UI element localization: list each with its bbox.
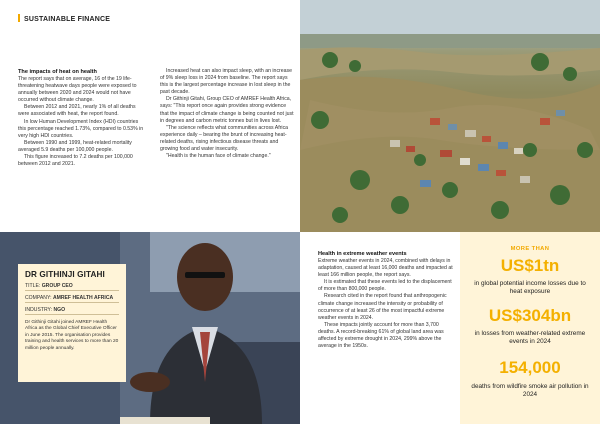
paragraph: In low Human Development Index (HDI) countries this percentage reached 1.73%, compared to 0.53% in very high HDI countries.	[18, 118, 144, 139]
stat-2-caption: in losses from weather-related extreme events in 2024	[474, 330, 586, 345]
paragraph: Extreme weather events in 2024, combined with delays in adaptation, caused at least 16,000 deaths and impacted at least 166 million people, the report says.	[318, 258, 453, 279]
stat-3-caption: deaths from wildfire smoke air pollution in 2024	[471, 383, 589, 398]
stat-1-caption: in global potential income losses due to heat exposure	[474, 280, 586, 295]
section-label-text: SUSTAINABLE FINANCE	[24, 16, 111, 23]
article-column-2	[160, 68, 296, 160]
paragraph: Dr Githinji Gitahi, Group CEO of AMREF Health Africa, says: "This report once again provides strong evidence that the impact of climate change is being counted not just in degrees and carbon metric tonnes but in lives lost.	[160, 96, 294, 124]
paragraph: "Health is the human face of climate change."	[166, 153, 271, 160]
paragraph: Between 1990 and 1999, heat-related mortality averaged 5.9 deaths per 100,000 people.	[18, 139, 132, 153]
paragraph: It is estimated that these events led to the displacement of more than 800,000 people.	[318, 279, 452, 293]
bio-card	[18, 264, 126, 382]
bio-industry-key: INDUSTRY:	[25, 307, 53, 313]
section-marker	[18, 14, 20, 22]
stats-panel	[460, 232, 600, 424]
bio-title-row	[25, 283, 119, 291]
stat-1-value: US$1tn	[500, 256, 560, 275]
paragraph: Research cited in the report found that anthropogenic climate change increased the intensity or probability of occurrence of at least 26 of the most impactful extreme weather events in 2024.	[318, 293, 447, 321]
bio-industry-row	[25, 307, 119, 315]
heat-health-heading: The impacts of heat on health	[18, 69, 97, 75]
stat-kicker: MORE THAN	[510, 246, 550, 252]
extreme-weather-heading: Health in extreme weather events	[318, 251, 407, 257]
bio-title-value: GROUP CEO	[41, 283, 73, 289]
bio-company-value: AMREF HEALTH AFRICA	[52, 295, 114, 301]
stat-2-value: US$304bn	[488, 306, 572, 325]
bio-text: Dr Githinji Gitahi joined AMREF Health Africa as the Global Chief Executive Officer in June 2015. The organisation provides training and health services to more than 20 million people annually.	[25, 320, 119, 351]
paragraph: Between 2012 and 2021, nearly 1% of all deaths were associated with heat, the report found.	[18, 104, 136, 118]
article-column-3	[318, 250, 456, 350]
bio-title-key: TITLE:	[25, 283, 41, 289]
paragraph: These impacts jointly account for more than 3,700 deaths. A record-breaking 61% of global land area was affected by extreme drought in 2024, 299% above the average in the 1950s.	[318, 321, 444, 350]
paragraph: The report says that on average, 16 of the 19 life-threatening heatwave days people were exposed to annually between 2020 and 2024 would not have occurred without climate change.	[18, 76, 137, 104]
section-label	[18, 14, 110, 23]
bio-company-key: COMPANY:	[25, 295, 52, 301]
paragraph: "The science reflects what communities across Africa experience daily – bearing the brunt of increasing heat-related deaths, rising infectious disease threats and growing food and water insecurity.	[160, 124, 289, 153]
article-column-1	[18, 68, 144, 168]
bio-company-row	[25, 295, 119, 303]
stat-3-value: 154,000	[499, 358, 561, 377]
paragraph: Increased heat can also impact sleep, with an increase of 9% sleep loss in 2024 from baseline. The report says this is the largest percentage increase in lost sleep in the past decade.	[160, 68, 293, 96]
paragraph: This figure increased to 7.2 deaths per 100,000 between 2012 and 2021.	[18, 154, 133, 168]
flood-aerial-photo	[300, 0, 600, 232]
bio-name: DR GITHINJI GITAHI	[25, 270, 105, 279]
bio-industry-value: NGO	[53, 307, 66, 313]
